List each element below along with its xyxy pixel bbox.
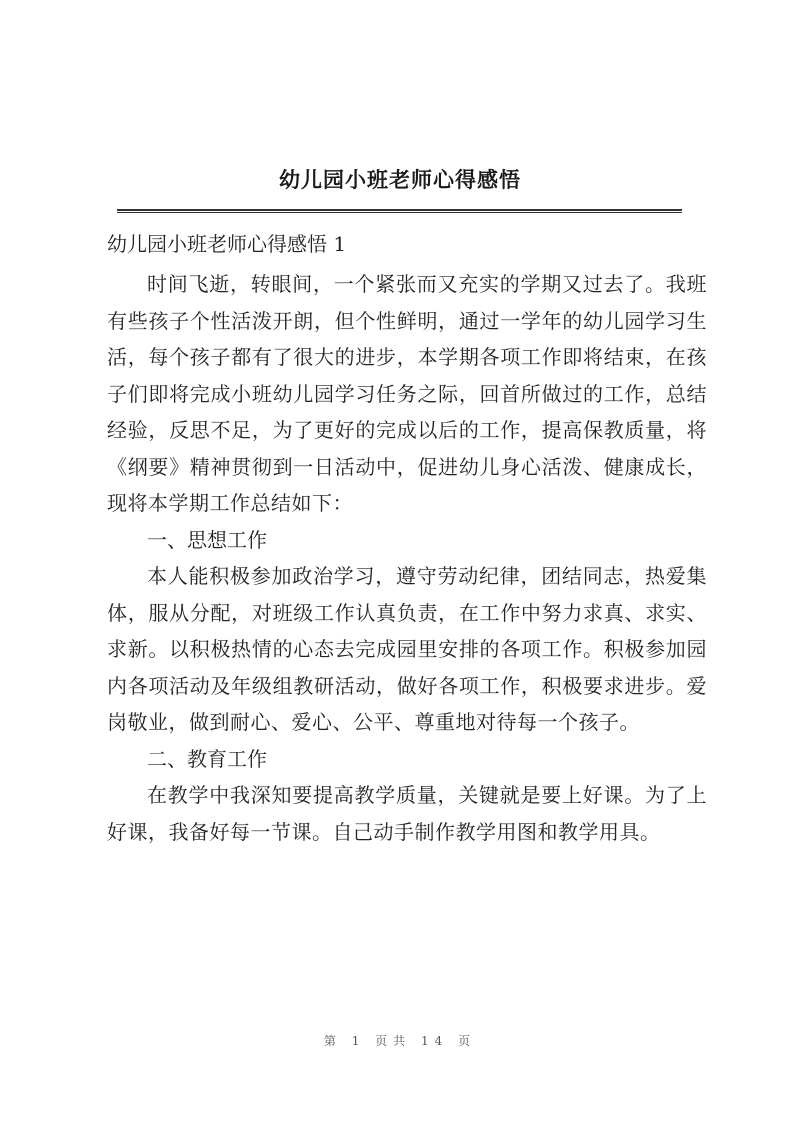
paragraph-thought-work: 本人能积极参加政治学习，遵守劳动纪律，团结同志，热爱集体，服从分配，对班级工作认真负责，在工作中努力求真、求实、求新。以积极热情的心态去完成园里安排的各项工作。积极参加园内各项活动及年级组教研活动，做好各项工作，积极要求进步。爱岗敬业，做到耐心、爱心、公平、尊重地对待每一个孩子。 [107,564,707,734]
document-body [107,232,707,850]
title-divider [117,209,682,213]
paragraph-education-work: 在教学中我深知要提高教学质量，关键就是要上好课。为了上好课，我备好每一节课。自己动手制作教学用图和教学用具。 [107,783,707,844]
page-title: 幼儿园小班老师心得感悟 [279,167,521,192]
section-heading-education-work: 二、教育工作 [147,746,267,771]
section-heading-thought-work: 一、思想工作 [147,527,267,552]
paragraph-intro: 时间飞逝，转眼间，一个紧张而又充实的学期又过去了。我班有些孩子个性活泼开朗，但个性鲜明，通过一学年的幼儿园学习生活，每个孩子都有了很大的进步，本学期各项工作即将结束，在孩子们即将完成小班幼儿园学习任务之际，回首所做过的工作，总结经验，反思不足，为了更好的完成以后的工作，提高保教质量，将《纲要》精神贯彻到一日活动中，促进幼儿身心活泼、健康成长，现将本学期工作总结如下： [107,272,707,515]
document-subtitle: 幼儿园小班老师心得感悟 1 [107,232,347,256]
page-number-footer: 第 1 页共 14 页 [323,1034,477,1048]
